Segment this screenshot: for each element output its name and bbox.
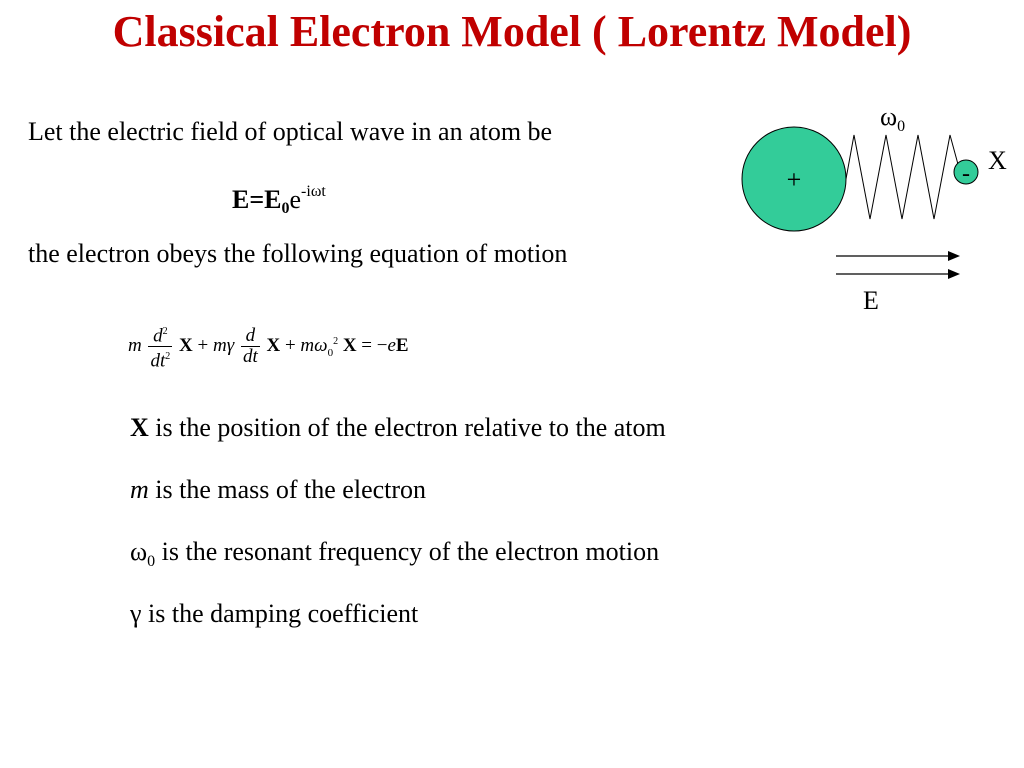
slide-title: Classical Electron Model ( Lorentz Model)	[112, 7, 912, 56]
field-equation: $E=E_0e^{-i\omega t}$	[232, 183, 326, 217]
spring	[846, 135, 962, 219]
motion-equation: m $\frac{d^2}{dt^2}$ X + mγ $\frac{d}{dt}$ $X + m\omega_0^2$ X = −eE	[128, 322, 409, 372]
spring-label: $\omega_0$	[880, 102, 906, 135]
motion-text: the electron obeys the following equation of motion	[28, 239, 568, 268]
displacement-label: X	[988, 146, 1007, 175]
field-label: E	[863, 286, 879, 315]
lorentz-diagram	[730, 95, 1020, 325]
field-arrowhead-top	[948, 251, 960, 261]
intro-text: Let the electric field of optical wave in an atom be	[28, 117, 553, 146]
definition-m: m is the mass of the electron	[130, 475, 427, 504]
electron-label: -	[962, 161, 970, 187]
definitions-list	[130, 408, 666, 656]
definition-x: X is the position of the electron relative to the atom	[130, 413, 666, 442]
field-arrowhead-bottom	[948, 269, 960, 279]
definition-gamma: γ is the damping coefficient	[130, 599, 419, 628]
nucleus-label: +	[786, 165, 802, 194]
definition-omega: $\omega_0$ is the resonant frequency of the electron motion	[130, 537, 660, 571]
